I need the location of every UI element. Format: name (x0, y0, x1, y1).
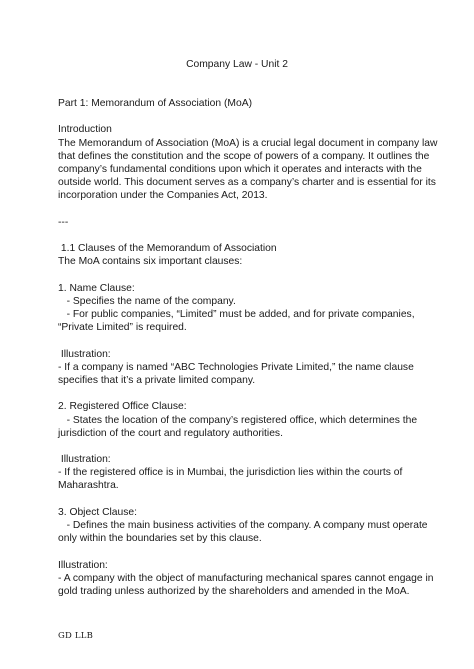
document-title: Company Law - Unit 2 (186, 59, 288, 70)
footer-label: GD LLB (58, 631, 94, 641)
section-intro: The MoA contains six important clauses: (58, 256, 243, 268)
office-illustration-line: - If the registered office is in Mumbai, the jurisdiction lies within the courts of (58, 467, 403, 479)
object-clause-heading: 3. Object Clause: (58, 506, 137, 518)
intro-line: outside world. This document serves as a company’s charter and is essential for its (58, 177, 436, 189)
name-clause-heading: 1. Name Clause: (58, 282, 135, 294)
spacer (58, 387, 428, 400)
document-body (58, 97, 438, 598)
object-illustration-line: - A company with the object of manufacturing mechanical spares cannot engage in (58, 572, 434, 584)
separator: --- (58, 216, 69, 228)
office-illustration-label: Illustration: (58, 454, 111, 466)
spacer (58, 545, 428, 558)
spacer (58, 229, 428, 242)
intro-heading: Introduction (58, 124, 112, 136)
intro-line: The Memorandum of Association (MoA) is a crucial legal document in company law (58, 137, 438, 149)
section-heading: 1.1 Clauses of the Memorandum of Association (58, 243, 277, 255)
office-clause-heading: 2. Registered Office Clause: (58, 401, 187, 413)
object-clause-line: - Defines the main business activities of the company. A company must operate (58, 520, 428, 531)
office-clause-line: - States the location of the company’s registered office, which determines the (58, 414, 418, 426)
name-illustration-line: - If a company is named “ABC Technologies Private Limited,” the name clause (58, 361, 414, 373)
intro-line: incorporation under the Companies Act, 2013. (58, 190, 268, 202)
name-clause-line: - Specifies the name of the company. (58, 295, 236, 307)
name-clause-line: - For public companies, “Limited” must be added, and for private companies, (58, 309, 415, 320)
object-illustration-line: gold trading unless authorized by the shareholders and amended in the MoA. (58, 585, 410, 597)
name-clause-line: “Private Limited” is required. (58, 322, 187, 334)
spacer (58, 440, 428, 453)
intro-line: company’s fundamental conditions upon which it operates and interacts with the (58, 163, 422, 175)
spacer (58, 110, 428, 123)
office-illustration-line: Maharashtra. (58, 480, 119, 492)
object-clause-line: only within the boundaries set by this clause. (58, 533, 262, 545)
name-illustration-label: Illustration: (58, 348, 111, 360)
object-illustration-label: Illustration: (58, 559, 108, 571)
name-illustration-line: specifies that it’s a private limited company. (58, 374, 256, 386)
spacer (58, 334, 428, 347)
part-heading: Part 1: Memorandum of Association (MoA) (58, 98, 253, 109)
spacer (58, 203, 428, 216)
spacer (58, 493, 428, 506)
spacer (58, 268, 428, 281)
intro-line: that defines the constitution and the scope of powers of a company. It outlines the (58, 150, 430, 162)
office-clause-line: jurisdiction of the court and regulatory authorities. (58, 427, 283, 439)
